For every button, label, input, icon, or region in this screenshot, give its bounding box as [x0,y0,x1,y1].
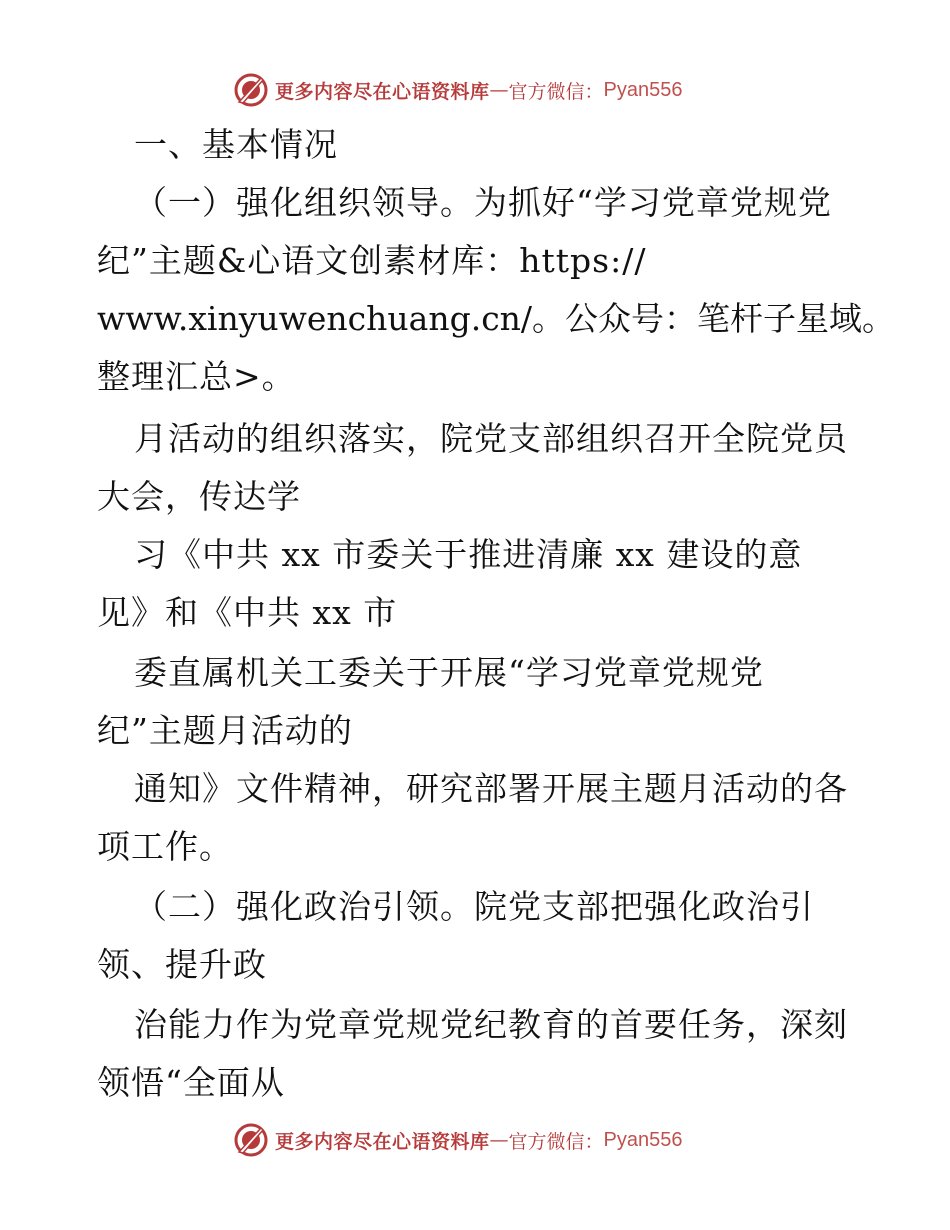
paragraph-line: 项工作。 [97,827,233,866]
paragraph-line: （二）强化政治引领。院党支部把强化政治引 [134,887,814,926]
paragraph-line: 大会，传达学 [97,477,301,516]
banner-separator: — [489,79,509,101]
banner-wechat-id: Pyan556 [603,1128,683,1151]
section-heading: 一、基本情况 [134,125,338,164]
footer-banner [233,1120,683,1160]
header-banner [233,70,683,110]
paragraph-line: 通知》文件精神，研究部署开展主题月活动的各 [134,769,848,808]
banner-title: 更多内容尽在心语资料库 [275,1130,490,1153]
banner-wechat-id: Pyan556 [603,78,683,101]
paragraph-line: 纪”主题&心语文创素材库：https:// [97,241,647,280]
banner-official-label: 官方微信： [508,1130,604,1153]
paragraph-line: （一）强化组织领导。为抓好“学习党章党规党 [134,183,832,222]
paragraph-line: 见》和《中共 xx 市 [97,593,398,632]
paragraph-line: 委直属机关工委关于开展“学习党章党规党 [134,653,764,692]
paragraph-line: 月活动的组织落实，院党支部组织召开全院党员 [134,419,848,458]
paragraph-line: 治能力作为党章党规党纪教育的首要任务，深刻 [134,1005,848,1044]
quill-logo-icon [233,72,269,108]
paragraph-line: 习《中共 xx 市委关于推进清廉 xx 建设的意 [134,535,803,574]
paragraph-line: 领、提升政 [97,945,267,984]
banner-separator: — [489,1129,509,1151]
banner-title: 更多内容尽在心语资料库 [275,80,490,103]
paragraph-line: 领悟“全面从 [97,1063,285,1102]
paragraph-line: 整理汇总>。 [97,357,296,396]
quill-logo-icon [233,1122,269,1158]
banner-official-label: 官方微信： [508,80,604,103]
paragraph-line: www.xinyuwenchuang.cn/。公众号：笔杆子星域。 [97,299,896,338]
paragraph-line: 纪”主题月活动的 [97,711,353,750]
